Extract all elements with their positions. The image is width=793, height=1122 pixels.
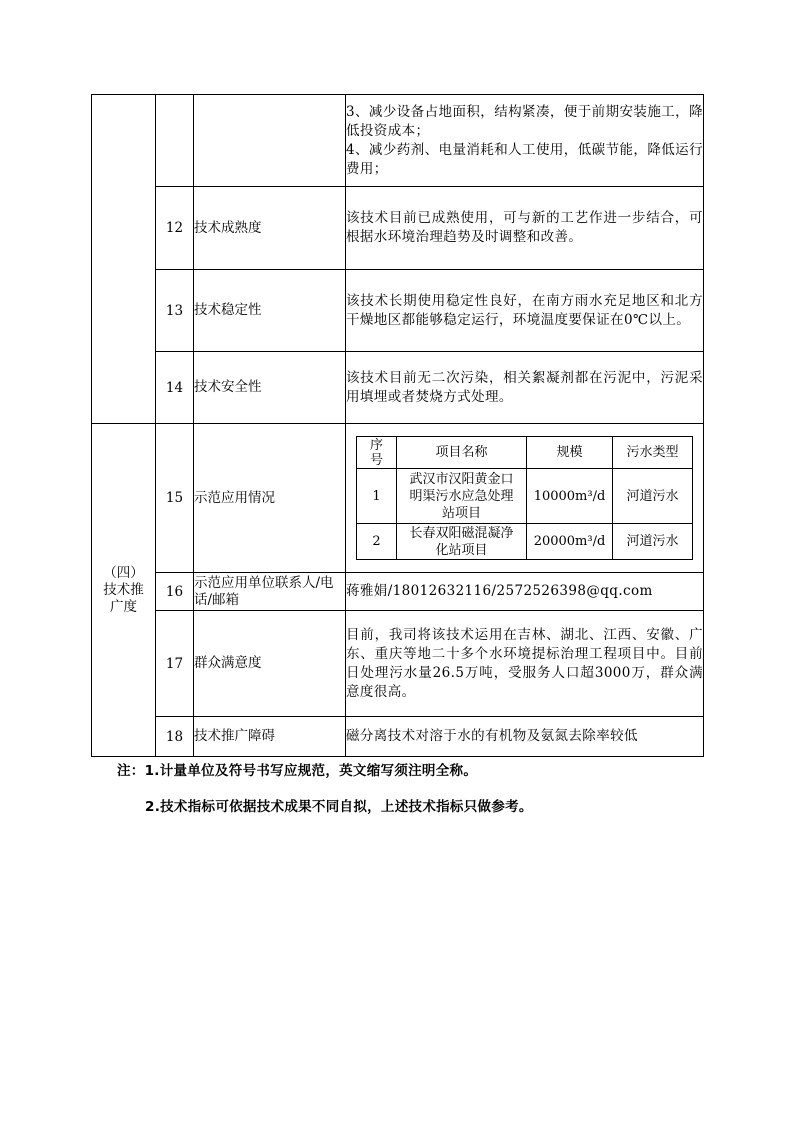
inner-header-cell: 污水类型	[613, 437, 693, 469]
footnote-2: 2.技术指标可依据技术成果不同自拟，上述技术指标只做参考。	[145, 799, 533, 815]
indicator-content: 该技术目前无二次污染，相关絮凝剂都在污泥中，污泥采用填埋或者焚烧方式处理。	[346, 352, 704, 424]
inner-cell: 10000m³/d	[527, 469, 613, 524]
inner-cell: 2	[357, 524, 397, 560]
inner-cell: 河道污水	[613, 469, 693, 524]
indicator-name-cell	[194, 95, 346, 187]
indicator-name: 示范应用情况	[194, 424, 346, 573]
inner-cell: 20000m³/d	[527, 524, 613, 560]
inner-cell: 长春双阳磁混凝净化站项目	[397, 524, 527, 560]
inner-header-cell: 规模	[527, 437, 613, 469]
category-label: （四）技术推广度	[92, 424, 156, 757]
row-number: 17	[156, 611, 194, 717]
row-number: 18	[156, 717, 194, 757]
row-number-cell	[156, 95, 194, 187]
inner-cell: 武汉市汉阳黄金口明渠污水应急处理站项目	[397, 469, 527, 524]
row-number: 15	[156, 424, 194, 573]
row-number: 13	[156, 270, 194, 352]
inner-header-cell: 项目名称	[397, 437, 527, 469]
inner-table-row	[357, 469, 693, 524]
table-row	[92, 95, 704, 187]
indicator-name: 群众满意度	[194, 611, 346, 717]
indicator-content: 磁分离技术对溶于水的有机物及氨氮去除率较低	[346, 717, 704, 757]
table-row	[92, 270, 704, 352]
indicator-content-cell	[346, 95, 704, 187]
indicator-content: 蒋雅娟/18012632116/2572526398@qq.com	[346, 573, 704, 611]
inner-table-row	[357, 524, 693, 560]
demo-projects-table	[356, 436, 693, 560]
table-row	[92, 573, 704, 611]
content-line: 3、减少设备占地面积，结构紧凑，便于前期安装施工，降低投资成本；	[346, 103, 703, 139]
indicator-content: 该技术长期使用稳定性良好，在南方雨水充足地区和北方干燥地区都能够稳定运行，环境温度要保证在0℃以上。	[346, 270, 704, 352]
row-number: 12	[156, 187, 194, 270]
table-row	[92, 352, 704, 424]
table-row	[92, 424, 704, 573]
indicator-name: 技术成熟度	[194, 187, 346, 270]
indicator-content-cell	[346, 424, 704, 573]
indicator-name: 技术稳定性	[194, 270, 346, 352]
row-number: 14	[156, 352, 194, 424]
indicator-content: 目前，我司将该技术运用在吉林、湖北、江西、安徽、广东、重庆等地二十多个水环境提标治理工程项目中。目前日处理污水量26.5万吨，受服务人口超3000万，群众满意度很高。	[346, 611, 704, 717]
content-line: 4、减少药剂、电量消耗和人工使用，低碳节能，降低运行费用；	[346, 141, 703, 177]
table-row	[92, 187, 704, 270]
footnote-1: 注：1.计量单位及符号书写应规范，英文缩写须注明全称。	[117, 763, 478, 779]
indicator-name: 技术推广障碍	[194, 717, 346, 757]
inner-header-cell: 序号	[357, 437, 397, 469]
inner-cell: 河道污水	[613, 524, 693, 560]
table-row	[92, 717, 704, 757]
indicator-content: 该技术目前已成熟使用，可与新的工艺作进一步结合，可根据水环境治理趋势及时调整和改善。	[346, 187, 704, 270]
tech-evaluation-table	[91, 94, 704, 757]
inner-header-row	[357, 437, 693, 469]
indicator-name: 技术安全性	[194, 352, 346, 424]
category-cell-previous	[92, 95, 156, 424]
row-number: 16	[156, 573, 194, 611]
inner-cell: 1	[357, 469, 397, 524]
table-row	[92, 611, 704, 717]
indicator-name: 示范应用单位联系人/电话/邮箱	[194, 573, 346, 611]
